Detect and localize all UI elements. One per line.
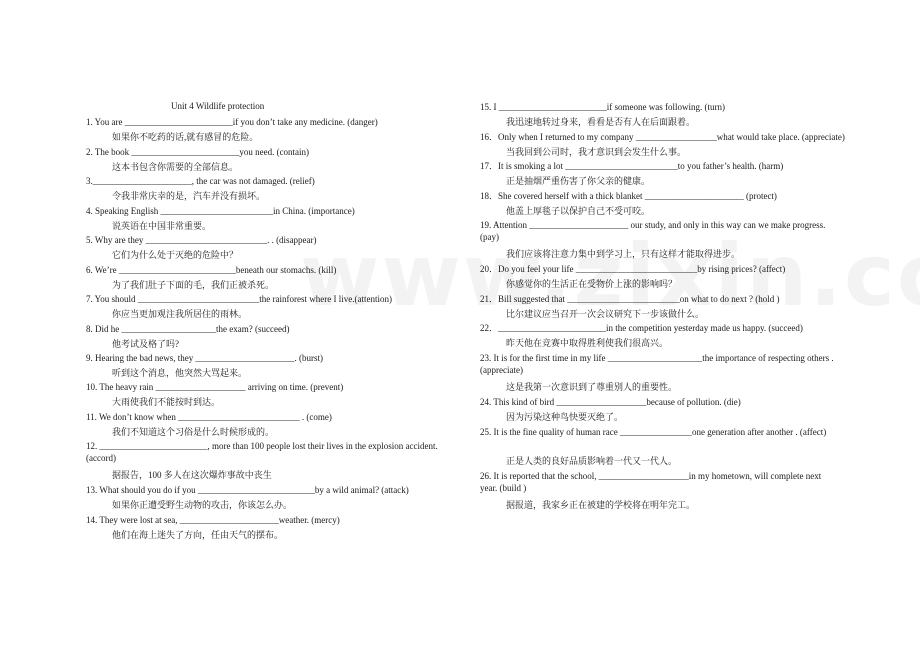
exercise-sentence: 15. I ________________________if someone was following. (turn) xyxy=(480,102,725,112)
chinese-translation: 听到这个消息，他突然大骂起来。 xyxy=(112,368,248,378)
chinese-translation: 令我非常庆幸的是，汽车并没有损坏。 xyxy=(112,191,266,201)
exercise-sentence: 20．Do you feel your life ___________________________by rising prices? (affect) xyxy=(480,264,786,274)
chinese-translation: 他考试及格了吗? xyxy=(112,339,179,349)
exercise-sentence: 4. Speaking English _________________________in China. (importance) xyxy=(86,206,355,216)
chinese-translation: 当我回到公司时，我才意识到会发生什么事。 xyxy=(506,147,687,157)
exercise-sentence: 13. What should you do if you __________________________by a wild animal? (attack) xyxy=(86,485,409,495)
chinese-translation: 我们不知道这个习俗是什么时候形成的。 xyxy=(112,427,275,437)
exercise-sentence: 6. We’re __________________________beneath our stomachs. (kill) xyxy=(86,265,337,275)
chinese-translation: 他们在海上迷失了方向，任由天气的摆布。 xyxy=(112,530,284,540)
exercise-sentence: 23. It is for the first time in my life _____________________the importance of respecting others . (appreciate) xyxy=(480,353,834,375)
chinese-translation: 正是人类的良好品质影响着一代又一代人。 xyxy=(506,456,678,466)
exercise-sentence: 14. They were lost at sea, ______________________weather. (mercy) xyxy=(86,515,340,525)
chinese-translation: 昨天他在竞赛中取得胜利使我们很高兴。 xyxy=(506,338,669,348)
exercise-sentence: 1. You are ________________________if you don’t take any medicine. (danger) xyxy=(86,117,378,127)
exercise-sentence: 12. ________________________, more than 100 people lost their lives in the explosion accident. (accord) xyxy=(86,441,438,463)
chinese-translation: 我们应该将注意力集中到学习上，只有这样才能取得进步。 xyxy=(506,249,741,259)
chinese-translation: 他盖上厚毯子以保护自己不受可咬。 xyxy=(506,206,651,216)
chinese-translation: 因为污染这种鸟快要灭绝了。 xyxy=(506,412,624,422)
chinese-translation: 据报告，100 多人在这次爆炸事故中丧生 xyxy=(112,470,272,480)
chinese-translation: 为了我们肚子下面的毛，我们正被杀死。 xyxy=(112,280,275,290)
chinese-translation: 你应当更加观注我所居住的雨林。 xyxy=(112,309,248,319)
exercise-sentence: 8. Did he _____________________the exam? (succeed) xyxy=(86,324,290,334)
exercise-sentence: 11. We don’t know when ___________________________ . (come) xyxy=(86,412,332,422)
chinese-translation: 正是抽烟严重伤害了你父亲的健康。 xyxy=(506,176,651,186)
chinese-translation: 大雨使我们不能按时到达。 xyxy=(112,397,221,407)
exercise-sentence: 18．She covered herself with a thick blanket ______________________ (protect) xyxy=(480,191,777,201)
exercise-sentence: 17．It is smoking a lot _________________________to you father’s health. (harm) xyxy=(480,161,784,171)
chinese-translation: 据报道，我家乡正在被建的学校将在明年完工。 xyxy=(506,500,696,510)
exercise-sentence: 25. It is the fine quality of human race ________________one generation after another . (affect) xyxy=(480,427,827,437)
chinese-translation: 如果你不吃药的话,就有感冒的危险。 xyxy=(112,132,259,142)
exercise-sentence: 22．________________________in the competition yesterday made us happy. (succeed) xyxy=(480,323,803,333)
exercise-sentence: 9. Hearing the bad news, they ______________________. (burst) xyxy=(86,353,323,363)
chinese-translation: 这本书包含你需要的全部信息。 xyxy=(112,162,239,172)
exercise-sentence: 26. It is reported that the school, ____________________in my hometown, will complete next year. (build ) xyxy=(480,471,822,493)
exercise-sentence: 19. Attention ______________________ our study, and only in this way can we make progress.(pay) xyxy=(480,220,826,242)
chinese-translation: 这是我第一次意识到了尊重别人的重要性。 xyxy=(506,382,678,392)
exercise-sentence: 21．Bill suggested that _________________________on what to do next ? (hold ) xyxy=(480,294,780,304)
chinese-translation: 我迅速地转过身来，看看是否有人在后面跟着。 xyxy=(506,117,696,127)
page-title: Unit 4 Wildlife protection xyxy=(171,101,265,111)
chinese-translation: 比尔建议应当召开一次会议研究下一步该做什么。 xyxy=(506,309,705,319)
exercise-sentence: 5. Why are they ___________________________. . (disappear) xyxy=(86,235,317,245)
exercise-sentence: 10. The heavy rain ____________________ arriving on time. (prevent) xyxy=(86,382,344,392)
chinese-translation: 它们为什么处于灭绝的危险中？ xyxy=(112,250,239,260)
exercise-sentence: 24. This kind of bird ____________________because of pollution. (die) xyxy=(480,397,741,407)
exercise-sentence: 3.______________________, the car was not damaged. (relief) xyxy=(86,176,315,186)
chinese-translation: 说英语在中国非常重要。 xyxy=(112,221,212,231)
chinese-translation: 如果你正遭受野生动物的攻击，你该怎么办。 xyxy=(112,500,293,510)
exercise-sentence: 7. You should ___________________________the rainforest where I live.(attention) xyxy=(86,294,392,304)
exercise-sentence: 2. The book ________________________you need. (contain) xyxy=(86,147,310,157)
exercise-sentence: 16．Only when I returned to my company __________________what would take place. (appreciate) xyxy=(480,132,845,142)
chinese-translation: 你感觉你的生活正在受物价上涨的影响吗？ xyxy=(506,279,678,289)
